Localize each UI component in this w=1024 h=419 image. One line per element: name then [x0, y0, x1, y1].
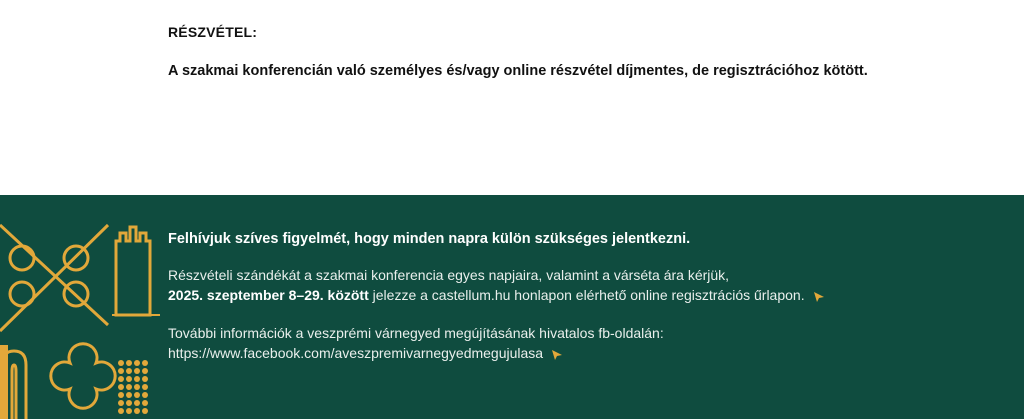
participation-heading: RÉSZVÉTEL:	[168, 24, 258, 40]
registration-date: 2025. szeptember 8–29. között	[168, 287, 369, 303]
ornament-quatrefoil	[51, 344, 115, 408]
notice-heading: Felhívjuk szíves figyelmét, hogy minden napra külön szükséges jelentkezni.	[168, 231, 691, 247]
registration-line-2	[168, 285, 988, 305]
facebook-info-text: További információk a veszprémi várnegyed megújításának hivatalos fb-oldalán:	[168, 325, 664, 341]
facebook-paragraph	[168, 323, 988, 363]
participation-section	[0, 0, 1024, 195]
registration-line-2-text: jelezze a castellum.hu honlapon elérhető online regisztrációs űrlapon.	[368, 287, 805, 303]
pointer-arrow-icon[interactable]	[551, 349, 563, 361]
ornament-circle-left-top	[10, 246, 34, 270]
ornament-decoration	[0, 195, 160, 419]
ornament-dot-grid	[0, 345, 148, 419]
ornament-bar	[0, 345, 8, 419]
facebook-link-row	[168, 343, 988, 363]
ornament-tower	[116, 227, 150, 315]
facebook-link[interactable]: https://www.facebook.com/aveszpremivarnegyedmegujulasa	[168, 345, 544, 361]
pointer-arrow-icon[interactable]	[813, 291, 825, 303]
participation-text: A szakmai konferencián való személyes és/vagy online részvétel díjmentes, de regisztrációhoz kötött.	[168, 63, 868, 79]
ornament-circle-left-bottom	[10, 282, 34, 306]
info-banner	[0, 195, 1024, 419]
ornament-window-inner	[12, 365, 16, 419]
registration-line-1: Részvételi szándékát a szakmai konferencia egyes napjaira, valamint a várséta ára kérjük,	[168, 267, 730, 283]
registration-paragraph	[168, 265, 988, 305]
